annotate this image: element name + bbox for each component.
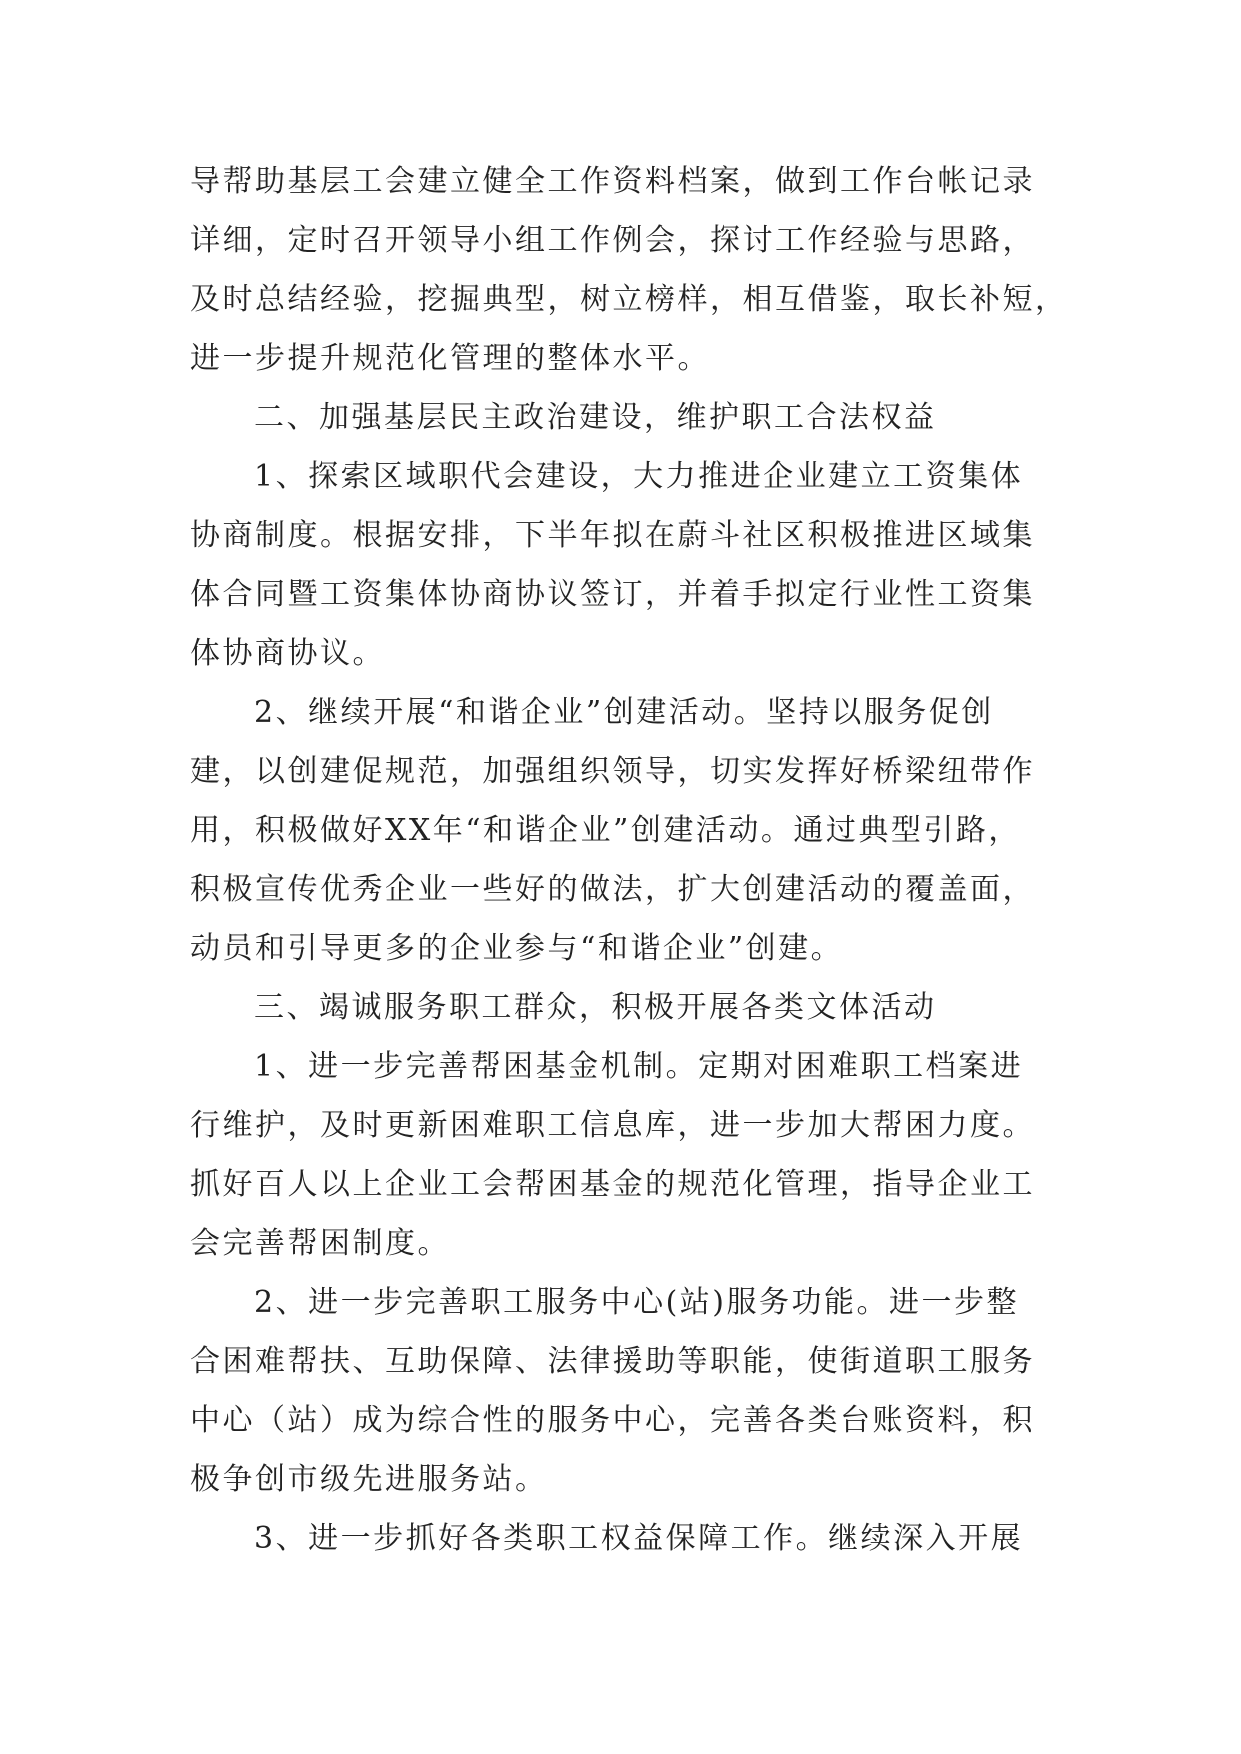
- paragraph-start-line: 2、进一步完善职工服务中心(站)服务功能。进一步整: [254, 1285, 1019, 1320]
- text-line: 用，积极做好XX年“和谐企业”创建活动。通过典型引路，: [190, 813, 1021, 848]
- text-line: 及时总结经验，挖掘典型，树立榜样，相互借鉴，取长补短，: [190, 282, 1068, 317]
- text-line: 体协商协议。: [190, 636, 385, 671]
- text-line: 详细，定时召开领导小组工作例会，探讨工作经验与思路，: [190, 223, 1035, 258]
- text-line: 建，以创建促规范，加强组织领导，切实发挥好桥梁纽带作: [190, 754, 1035, 789]
- text-line: 极争创市级先进服务站。: [190, 1462, 548, 1497]
- text-line: 协商制度。根据安排，下半年拟在蔚斗社区积极推进区域集: [190, 518, 1035, 553]
- text-line: 合困难帮扶、互助保障、法律援助等职能，使街道职工服务: [190, 1344, 1035, 1379]
- text-line: 导帮助基层工会建立健全工作资料档案，做到工作台帐记录: [190, 164, 1035, 199]
- paragraph-start-line: 1、进一步完善帮困基金机制。定期对困难职工档案进: [254, 1049, 1024, 1084]
- text-line: 进一步提升规范化管理的整体水平。: [190, 341, 710, 376]
- paragraph-start-line: 2、继续开展“和谐企业”创建活动。坚持以服务促创: [254, 695, 994, 730]
- text-line: 抓好百人以上企业工会帮困基金的规范化管理，指导企业工: [190, 1167, 1035, 1202]
- text-line: 行维护，及时更新困难职工信息库，进一步加大帮困力度。: [190, 1108, 1035, 1143]
- text-line: 会完善帮困制度。: [190, 1226, 450, 1261]
- section-heading: 三、竭诚服务职工群众，积极开展各类文体活动: [254, 990, 937, 1025]
- section-heading: 二、加强基层民主政治建设，维护职工合法权益: [254, 400, 937, 435]
- text-line: 动员和引导更多的企业参与“和谐企业”创建。: [190, 931, 844, 966]
- paragraph-start-line: 1、探索区域职代会建设，大力推进企业建立工资集体: [254, 459, 1024, 494]
- text-line: 积极宣传优秀企业一些好的做法，扩大创建活动的覆盖面，: [190, 872, 1035, 907]
- document-body: [190, 152, 1068, 1568]
- text-line: 中心（站）成为综合性的服务中心，完善各类台账资料，积: [190, 1403, 1035, 1438]
- text-line: 体合同暨工资集体协商协议签订，并着手拟定行业性工资集: [190, 577, 1035, 612]
- paragraph-start-line: 3、进一步抓好各类职工权益保障工作。继续深入开展: [254, 1521, 1024, 1556]
